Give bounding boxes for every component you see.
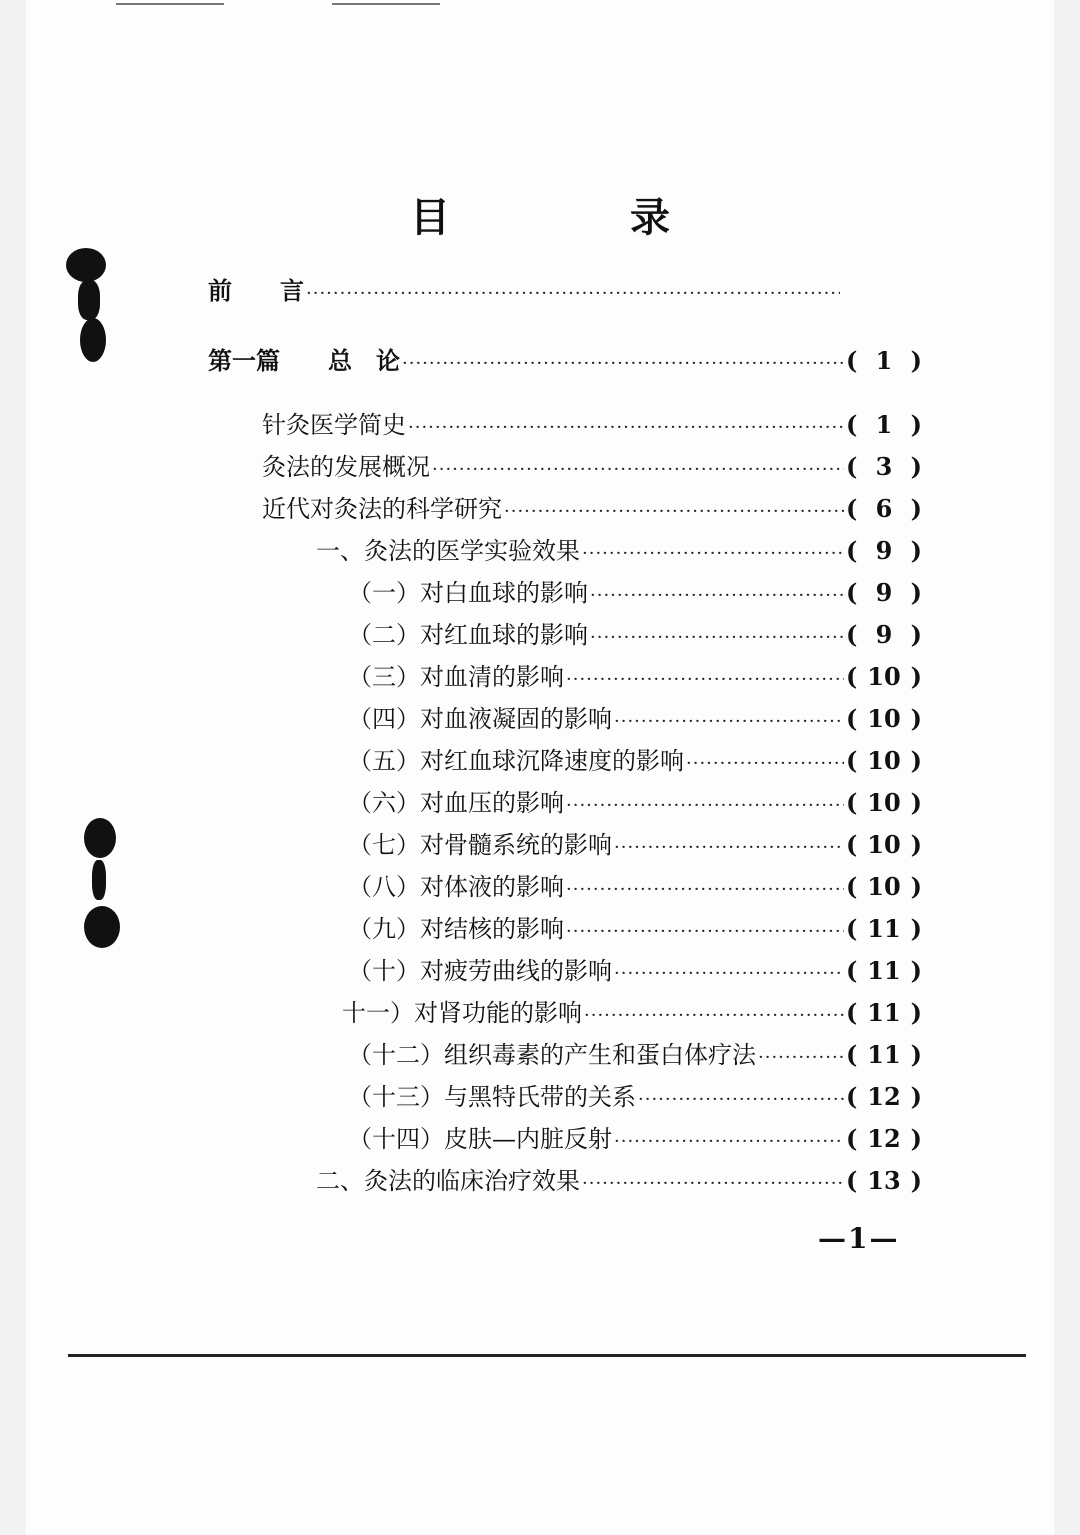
toc-entry-label: （十）对疲劳曲线的影响 bbox=[348, 957, 612, 985]
binding-blot bbox=[84, 906, 120, 948]
toc-leader-dots bbox=[638, 1085, 844, 1115]
toc-entry-label: 近代对灸法的科学研究 bbox=[262, 495, 502, 523]
toc-entry-page: ( 10 ) bbox=[846, 704, 922, 733]
toc-entry-page-number: 11 bbox=[867, 998, 901, 1027]
toc-entry-page: ( 11 ) bbox=[846, 956, 922, 985]
toc-leader-dots bbox=[614, 707, 844, 737]
toc-entry-label: （二）对红血球的影响 bbox=[348, 621, 588, 649]
top-rule-left bbox=[116, 3, 224, 5]
toc-entry-page: ( 11 ) bbox=[846, 914, 922, 943]
toc-entry-page-number: 3 bbox=[875, 452, 893, 481]
toc-entry-label: （十四）皮肤—内脏反射 bbox=[348, 1125, 612, 1153]
toc-entry bbox=[262, 452, 922, 482]
toc-entry-label: 针灸医学简史 bbox=[262, 411, 406, 439]
toc-entry-page-number: 1 bbox=[875, 410, 893, 439]
toc-entry-page: ( 1 ) bbox=[846, 346, 922, 375]
toc-leader-dots bbox=[306, 279, 840, 309]
toc-entry-page-number: 10 bbox=[867, 830, 901, 859]
binding-blot bbox=[84, 818, 116, 858]
toc-entry-page: ( 1 ) bbox=[846, 410, 922, 439]
binding-blot bbox=[80, 318, 106, 362]
toc-leader-dots bbox=[614, 833, 844, 863]
toc-entry-label: 前 言 bbox=[208, 276, 304, 305]
binding-blot bbox=[66, 248, 106, 282]
toc-leader-dots bbox=[504, 497, 844, 527]
toc-entry-page-number: 11 bbox=[867, 956, 901, 985]
toc-leader-dots bbox=[402, 349, 844, 379]
toc-entry-page-number: 9 bbox=[875, 578, 893, 607]
toc-leader-dots bbox=[614, 1127, 844, 1157]
toc-entry-page: ( 10 ) bbox=[846, 788, 922, 817]
binding-blot bbox=[92, 860, 106, 900]
toc-entry bbox=[348, 788, 922, 818]
toc-entry-page-number: 10 bbox=[867, 662, 901, 691]
toc-entry-label: （六）对血压的影响 bbox=[348, 789, 564, 817]
toc-leader-dots bbox=[590, 581, 844, 611]
toc-entry-page-number: 9 bbox=[875, 620, 893, 649]
toc-entry-page: ( 11 ) bbox=[846, 998, 922, 1027]
toc-leader-dots bbox=[614, 959, 844, 989]
toc-entry-page-number: 6 bbox=[875, 494, 893, 523]
toc-entry bbox=[348, 746, 922, 776]
toc-entry-label: （三）对血清的影响 bbox=[348, 663, 564, 691]
toc-entry-label: 第一篇 总 论 bbox=[208, 346, 400, 375]
toc-entry-page: ( 12 ) bbox=[846, 1124, 922, 1153]
toc-entry bbox=[348, 1124, 922, 1154]
toc-entry bbox=[316, 536, 922, 566]
toc-entry-page-number: 10 bbox=[867, 704, 901, 733]
toc-entry bbox=[348, 914, 922, 944]
toc-entry-page-number: 11 bbox=[867, 1040, 901, 1069]
toc-entry-label: （十三）与黑特氏带的关系 bbox=[348, 1083, 636, 1111]
toc-leader-dots bbox=[566, 791, 844, 821]
toc-entry bbox=[342, 998, 922, 1028]
toc-entry bbox=[348, 872, 922, 902]
toc-entry bbox=[316, 1166, 922, 1196]
toc-entry-page: ( 9 ) bbox=[846, 536, 922, 565]
toc-entry bbox=[348, 620, 922, 650]
toc-leader-dots bbox=[566, 875, 844, 905]
toc-leader-dots bbox=[582, 539, 844, 569]
toc-entry-page-number: 1 bbox=[875, 346, 893, 375]
toc-entry-page-number: 10 bbox=[867, 746, 901, 775]
toc-entry bbox=[262, 494, 922, 524]
toc-entry-page: ( 9 ) bbox=[846, 578, 922, 607]
toc-entry-page-number: 12 bbox=[867, 1082, 901, 1111]
toc-entry-label: 灸法的发展概况 bbox=[262, 453, 430, 481]
toc-entry-page-number: 10 bbox=[867, 872, 901, 901]
top-rule-right bbox=[332, 3, 440, 5]
toc-leader-dots bbox=[566, 917, 844, 947]
toc-entry bbox=[208, 346, 922, 376]
toc-entry bbox=[208, 276, 842, 306]
toc-entry bbox=[262, 410, 922, 440]
toc-entry-page-number: 11 bbox=[867, 914, 901, 943]
toc-leader-dots bbox=[686, 749, 844, 779]
toc-entry-page: ( 10 ) bbox=[846, 746, 922, 775]
page-title: 目 录 bbox=[410, 194, 740, 241]
toc-leader-dots bbox=[582, 1169, 844, 1199]
toc-entry-label: （七）对骨髓系统的影响 bbox=[348, 831, 612, 859]
toc-entry-page: ( 6 ) bbox=[846, 494, 922, 523]
toc-entry-page: ( 3 ) bbox=[846, 452, 922, 481]
toc-leader-dots bbox=[584, 1001, 844, 1031]
toc-entry-page: ( 11 ) bbox=[846, 1040, 922, 1069]
toc-leader-dots bbox=[566, 665, 844, 695]
toc-entry bbox=[348, 1082, 922, 1112]
toc-leader-dots bbox=[408, 413, 844, 443]
toc-entry-page: ( 13 ) bbox=[846, 1166, 922, 1195]
toc-entry bbox=[348, 830, 922, 860]
toc-leader-dots bbox=[590, 623, 844, 653]
binding-blot bbox=[78, 280, 100, 320]
toc-entry-page-number: 9 bbox=[875, 536, 893, 565]
toc-entry-label: 二、灸法的临床治疗效果 bbox=[316, 1167, 580, 1195]
toc-entry-label: （四）对血液凝固的影响 bbox=[348, 705, 612, 733]
toc-entry bbox=[348, 1040, 922, 1070]
toc-entry-label: （五）对红血球沉降速度的影响 bbox=[348, 747, 684, 775]
toc-entry-page: ( 12 ) bbox=[846, 1082, 922, 1111]
bottom-rule bbox=[68, 1354, 1026, 1357]
toc-entry bbox=[348, 956, 922, 986]
toc-entry-page-number: 13 bbox=[867, 1166, 901, 1195]
toc-entry-page: ( 10 ) bbox=[846, 830, 922, 859]
page-number: —1— bbox=[818, 1222, 900, 1255]
toc-entry-page: ( 10 ) bbox=[846, 872, 922, 901]
toc-entry-label: （八）对体液的影响 bbox=[348, 873, 564, 901]
toc-entry bbox=[348, 578, 922, 608]
toc-entry-label: 十一）对肾功能的影响 bbox=[342, 999, 582, 1027]
toc-entry bbox=[348, 662, 922, 692]
toc-entry-page: ( 10 ) bbox=[846, 662, 922, 691]
toc-entry-label: （九）对结核的影响 bbox=[348, 915, 564, 943]
toc-entry bbox=[348, 704, 922, 734]
toc-entry-label: 一、灸法的医学实验效果 bbox=[316, 537, 580, 565]
toc-entry-label: （十二）组织毒素的产生和蛋白体疗法 bbox=[348, 1041, 756, 1069]
toc-entry-label: （一）对白血球的影响 bbox=[348, 579, 588, 607]
toc-leader-dots bbox=[432, 455, 844, 485]
toc-entry-page: ( 9 ) bbox=[846, 620, 922, 649]
toc-leader-dots bbox=[758, 1043, 844, 1073]
toc-entry-page-number: 12 bbox=[867, 1124, 901, 1153]
toc-entry-page-number: 10 bbox=[867, 788, 901, 817]
